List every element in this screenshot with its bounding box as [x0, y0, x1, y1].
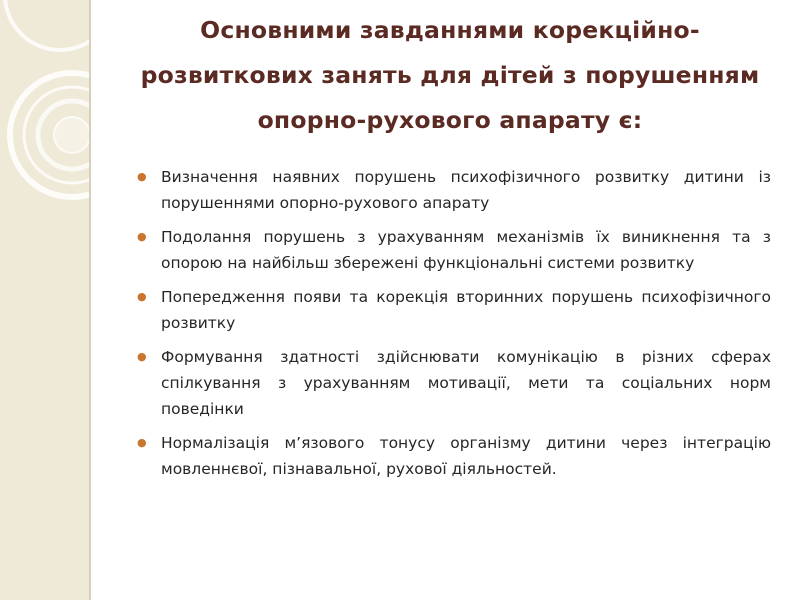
bullet-item-3[interactable]	[137, 284, 771, 336]
bullet-marker: ●	[137, 230, 147, 243]
bullet-item-5[interactable]	[137, 430, 771, 482]
bullet-item-4[interactable]	[137, 344, 771, 422]
bullet-list	[137, 164, 771, 490]
decorative-circles	[0, 0, 89, 600]
bullet-item-2[interactable]	[137, 224, 771, 276]
bullet-text: Формування здатності здійснювати комунікацію в різних сферах спілкування з урахуванням мотивації, мети та соціальних норм поведінки	[161, 348, 771, 418]
left-panel-divider	[89, 0, 91, 600]
bullet-item-1[interactable]	[137, 164, 771, 216]
bullet-marker: ●	[137, 290, 147, 303]
bullet-text: Подолання порушень з урахуванням механізмів їх виникнення та з опорою на найбільш збережені функціональні системи розвитку	[161, 228, 771, 272]
bullet-text: Нормалізація м’язового тонусу організму дитини через інтеграцію мовленнєвої, пізнавальної, рухової діяльностей.	[161, 434, 771, 478]
bullet-marker: ●	[137, 350, 147, 363]
bullet-marker: ●	[137, 436, 147, 449]
bullet-text: Визначення наявних порушень психофізичного розвитку дитини із порушеннями опорно-рухового апарату	[161, 168, 771, 212]
left-decorative-panel	[0, 0, 89, 600]
slide-title: Основними завданнями корекційно-розвиткових занять для дітей з порушенням опорно-рухового апарату є:	[140, 16, 760, 134]
bullet-marker: ●	[137, 170, 147, 183]
bullet-text: Попередження появи та корекція вторинних порушень психофізичного розвитку	[161, 288, 771, 332]
